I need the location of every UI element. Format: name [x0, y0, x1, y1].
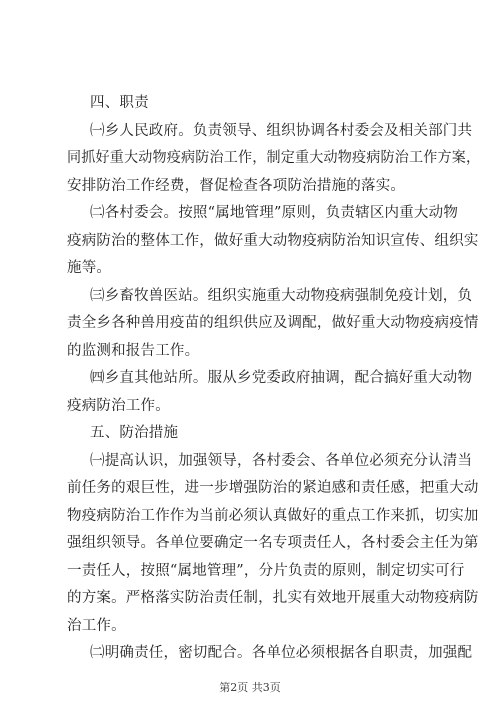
paragraph-line: 同抓好重大动物疫病防治工作，制定重大动物疫病防治工作方案， [67, 150, 481, 166]
paragraph-line: 物疫病防治工作作为当前必须认真做好的重点工作来抓，切实加 [67, 508, 479, 524]
paragraph-line: 一责任人，按照“属地管理”，分片负责的原则，制定切实可行 [67, 563, 465, 579]
paragraph-line: 治工作。 [67, 618, 126, 634]
paragraph-line: ㈢乡畜牧兽医站。组织实施重大动物疫病强制免疫计划，负 [90, 288, 473, 304]
section-heading-duties: 四、职责 [90, 95, 149, 111]
paragraph-line: 施等。 [67, 260, 112, 276]
paragraph-line: 安排防治工作经费，督促检查各项防治措施的落实。 [67, 178, 406, 194]
paragraph-line: ㈠乡人民政府。负责领导、组织协调各村委会及相关部门共 [90, 123, 473, 139]
section-heading-measures: 五、防治措施 [90, 425, 179, 441]
paragraph-line: 的监测和报告工作。 [67, 343, 200, 359]
paragraph-line: 强组织领导。各单位要确定一名专项责任人，各村委会主任为第 [67, 535, 479, 551]
paragraph-line: 疫病防治工作。 [67, 398, 170, 414]
page-number-footer: 第2页 共3页 [219, 681, 281, 694]
paragraph-line: ㈡各村委会。按照“属地管理”原则，负责辖区内重大动物 [90, 205, 459, 221]
paragraph-line: ㈡明确责任，密切配合。各单位必须根据各自职责，加强配 [90, 645, 473, 661]
paragraph-line: 前任务的艰巨性，进一步增强防治的紧迫感和责任感，把重大动 [67, 480, 479, 496]
paragraph-line: 疫病防治的整体工作，做好重大动物疫病防治知识宣传、组织实 [67, 233, 479, 249]
paragraph-line: ㈣乡直其他站所。服从乡党委政府抽调，配合搞好重大动物 [90, 370, 473, 386]
paragraph-line: ㈠提高认识，加强领导，各村委会、各单位必须充分认清当 [90, 453, 473, 469]
paragraph-line: 的方案。严格落实防治责任制，扎实有效地开展重大动物疫病防 [67, 590, 479, 606]
paragraph-line: 责全乡各种兽用疫苗的组织供应及调配，做好重大动物疫病疫情 [67, 315, 479, 331]
